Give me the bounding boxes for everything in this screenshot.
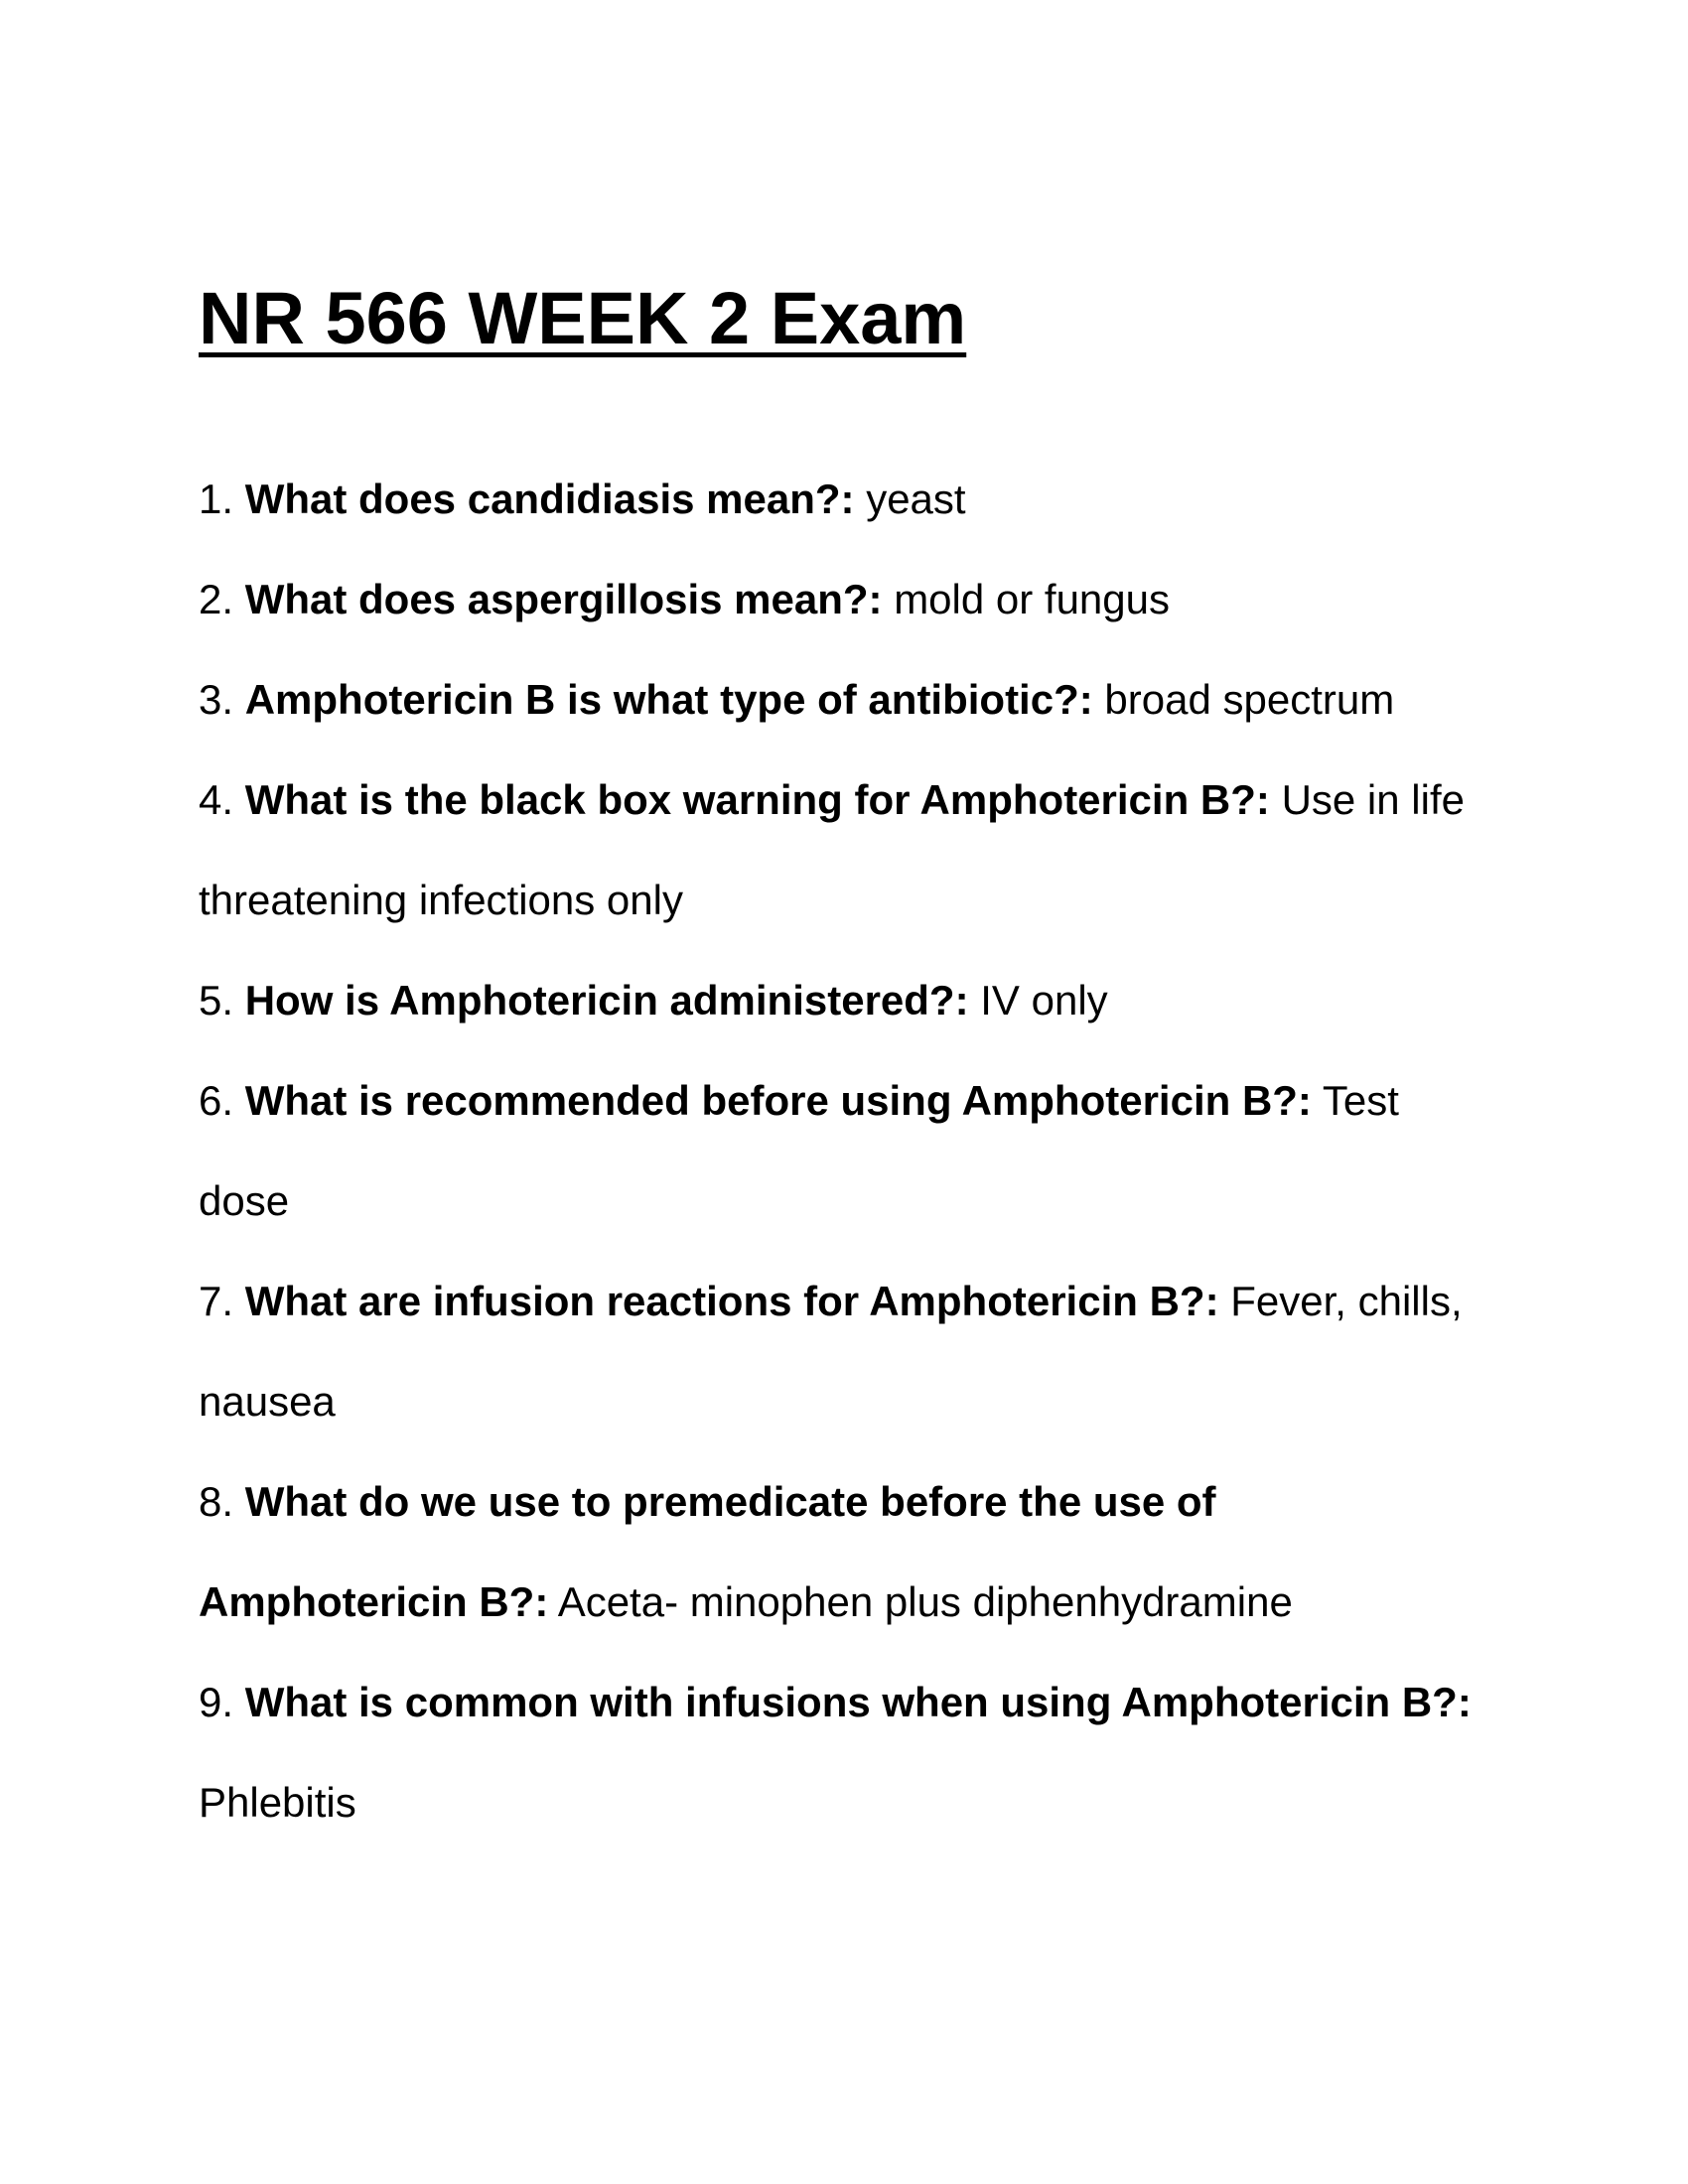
item-number: 2.	[199, 576, 234, 622]
question-text: What is common with infusions when using Amphotericin B?:	[244, 1679, 1472, 1725]
list-item	[199, 1652, 1489, 1852]
question-text: What does aspergillosis mean?:	[244, 576, 883, 622]
answer-text: yeast	[866, 476, 966, 522]
item-number: 7.	[199, 1278, 234, 1324]
list-item	[199, 1050, 1489, 1251]
question-text: What is the black box warning for Amphotericin B?:	[244, 776, 1270, 823]
question-text: What is recommended before using Amphotericin B?:	[244, 1077, 1312, 1124]
answer-text: Phlebitis	[199, 1779, 356, 1826]
answer-text: Fever, chills, nausea	[199, 1278, 1463, 1425]
list-item	[199, 1451, 1489, 1652]
list-item	[199, 1251, 1489, 1451]
list-item	[199, 549, 1489, 649]
question-list	[199, 449, 1489, 1852]
answer-text: Use in life threatening infections only	[199, 776, 1465, 923]
item-number: 3.	[199, 676, 234, 723]
item-number: 9.	[199, 1679, 234, 1725]
answer-text: mold or fungus	[894, 576, 1171, 622]
page-title: NR 566 WEEK 2 Exam	[199, 277, 967, 359]
answer-text: IV only	[980, 977, 1108, 1024]
item-number: 6.	[199, 1077, 234, 1124]
question-text: What are infusion reactions for Amphotericin B?:	[244, 1278, 1219, 1324]
item-number: 5.	[199, 977, 234, 1024]
list-item	[199, 950, 1489, 1050]
list-item	[199, 449, 1489, 549]
question-text: What does candidiasis mean?:	[244, 476, 855, 522]
answer-text: broad spectrum	[1104, 676, 1395, 723]
answer-text: Aceta- minophen plus diphenhydramine	[557, 1578, 1293, 1625]
answer-text: Test dose	[199, 1077, 1399, 1224]
question-text: What do we use to premedicate before the use of Amphotericin B?:	[199, 1478, 1216, 1625]
item-number: 4.	[199, 776, 234, 823]
list-item	[199, 649, 1489, 750]
question-text: Amphotericin B is what type of antibiotic?:	[244, 676, 1093, 723]
item-number: 8.	[199, 1478, 234, 1525]
question-text: How is Amphotericin administered?:	[244, 977, 969, 1024]
list-item	[199, 750, 1489, 950]
item-number: 1.	[199, 476, 234, 522]
